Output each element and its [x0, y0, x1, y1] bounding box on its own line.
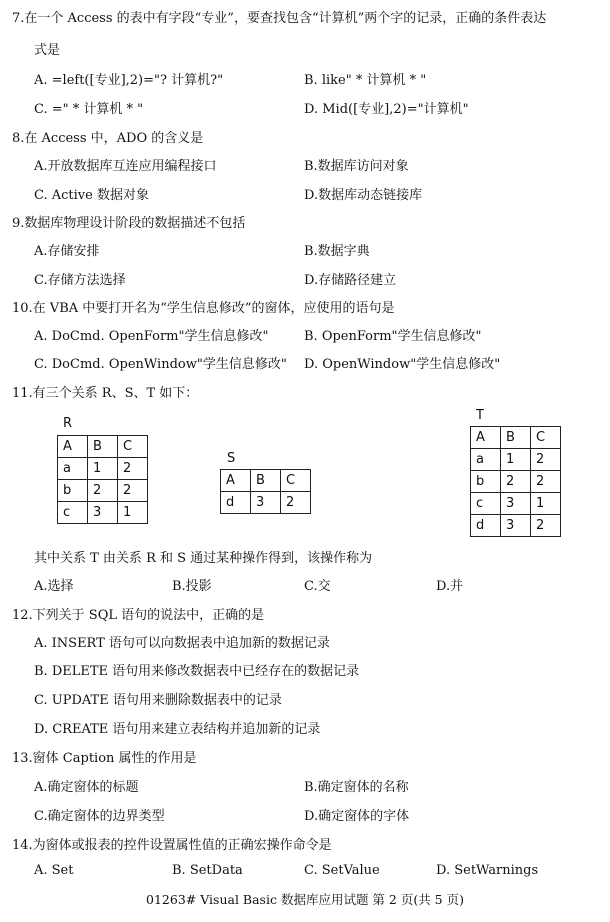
- q13-option-b: B.确定窗体的名称: [304, 780, 409, 795]
- q7-option-c: C. =" * 计算机 * ": [34, 102, 144, 117]
- table-cell: C: [531, 427, 561, 449]
- table-row: [471, 449, 561, 471]
- q8-option-c: C. Active 数据对象: [34, 188, 149, 203]
- table-cell: c: [58, 502, 88, 524]
- table-cell: 3: [501, 515, 531, 537]
- q10-option-a: A. DoCmd. OpenForm"学生信息修改": [34, 329, 269, 344]
- q10-option-c: C. DoCmd. OpenWindow"学生信息修改": [34, 357, 287, 372]
- table-row: [221, 470, 311, 492]
- q12-stem: 12.下列关于 SQL 语句的说法中，正确的是: [12, 608, 265, 623]
- table-cell: b: [471, 471, 501, 493]
- q10-stem: 10.在 VBA 中要打开名为“学生信息修改”的窗体，应使用的语句是: [12, 301, 395, 316]
- q9-stem: 9.数据库物理设计阶段的数据描述不包括: [12, 216, 246, 231]
- table-cell: c: [471, 493, 501, 515]
- q13-option-a: A.确定窗体的标题: [34, 780, 139, 795]
- table-cell: 3: [251, 492, 281, 514]
- table-cell: A: [221, 470, 251, 492]
- table-cell: a: [58, 458, 88, 480]
- q9-option-a: A.存储安排: [34, 244, 100, 259]
- relation-r-label: R: [63, 416, 73, 431]
- q9-option-d: D.存储路径建立: [304, 273, 397, 288]
- table-cell: 1: [501, 449, 531, 471]
- q13-option-c: C.确定窗体的边界类型: [34, 809, 165, 824]
- table-cell: 2: [531, 515, 561, 537]
- table-row: [471, 515, 561, 537]
- table-row: [471, 471, 561, 493]
- q7-option-a: A. =left([专业],2)="? 计算机?": [34, 73, 224, 88]
- table-cell: B: [88, 436, 118, 458]
- table-cell: 1: [531, 493, 561, 515]
- table-cell: B: [251, 470, 281, 492]
- q11-option-c: C.交: [304, 579, 331, 594]
- table-cell: d: [221, 492, 251, 514]
- q7-stem-line1: 7.在一个 Access 的表中有字段“专业”，要查找包含“计算机”两个字的记录，正确的条件表达: [12, 11, 547, 26]
- q10-option-b: B. OpenForm"学生信息修改": [304, 329, 482, 344]
- table-cell: 1: [88, 458, 118, 480]
- q14-option-a: A. Set: [34, 863, 74, 878]
- q9-option-c: C.存储方法选择: [34, 273, 126, 288]
- q8-option-d: D.数据库动态链接库: [304, 188, 423, 203]
- table-cell: 3: [88, 502, 118, 524]
- table-cell: a: [471, 449, 501, 471]
- table-cell: A: [58, 436, 88, 458]
- relation-t-label: T: [476, 408, 484, 423]
- table-cell: 3: [501, 493, 531, 515]
- table-cell: 2: [281, 492, 311, 514]
- q8-stem: 8.在 Access 中，ADO 的含义是: [12, 131, 204, 146]
- q8-option-a: A.开放数据库互连应用编程接口: [34, 159, 217, 174]
- q12-option-d: D. CREATE 语句用来建立表结构并追加新的记录: [34, 722, 321, 737]
- q14-option-b: B. SetData: [172, 863, 243, 878]
- table-row: [58, 502, 148, 524]
- q12-option-c: C. UPDATE 语句用来删除数据表中的记录: [34, 693, 282, 708]
- table-cell: 2: [531, 449, 561, 471]
- q11-option-a: A.选择: [34, 579, 74, 594]
- q13-stem: 13.窗体 Caption 属性的作用是: [12, 751, 197, 766]
- q12-option-a: A. INSERT 语句可以向数据表中追加新的数据记录: [34, 636, 330, 651]
- q13-option-d: D.确定窗体的字体: [304, 809, 410, 824]
- table-cell: 2: [88, 480, 118, 502]
- q14-stem: 14.为窗体或报表的控件设置属性值的正确宏操作命令是: [12, 838, 332, 853]
- q7-option-d: D. Mid([专业],2)="计算机": [304, 102, 469, 117]
- relation-r-table: [57, 435, 148, 524]
- q8-option-b: B.数据库访问对象: [304, 159, 409, 174]
- relation-t-table: [470, 426, 561, 537]
- table-cell: 2: [118, 458, 148, 480]
- table-cell: B: [501, 427, 531, 449]
- page-footer: 01263# Visual Basic 数据库应用试题 第 2 页(共 5 页): [146, 892, 464, 907]
- q7-stem-line2: 式是: [34, 43, 61, 58]
- q11-note: 其中关系 T 由关系 R 和 S 通过某种操作得到，该操作称为: [34, 551, 373, 566]
- q14-option-d: D. SetWarnings: [436, 863, 539, 878]
- table-row: [471, 493, 561, 515]
- table-row: [221, 492, 311, 514]
- table-cell: d: [471, 515, 501, 537]
- table-row: [58, 480, 148, 502]
- q10-option-d: D. OpenWindow"学生信息修改": [304, 357, 501, 372]
- table-cell: C: [281, 470, 311, 492]
- table-cell: C: [118, 436, 148, 458]
- q9-option-b: B.数据字典: [304, 244, 370, 259]
- q14-option-c: C. SetValue: [304, 863, 380, 878]
- table-row: [58, 458, 148, 480]
- table-cell: 2: [531, 471, 561, 493]
- table-row: [58, 436, 148, 458]
- relation-s-table: [220, 469, 311, 514]
- table-cell: 2: [118, 480, 148, 502]
- table-row: [471, 427, 561, 449]
- relation-s-label: S: [227, 451, 236, 466]
- q7-option-b: B. like" * 计算机 * ": [304, 73, 427, 88]
- table-cell: b: [58, 480, 88, 502]
- q11-option-b: B.投影: [172, 579, 212, 594]
- table-cell: 2: [501, 471, 531, 493]
- q11-stem: 11.有三个关系 R、S、T 如下：: [12, 386, 199, 401]
- table-cell: A: [471, 427, 501, 449]
- table-cell: 1: [118, 502, 148, 524]
- q11-option-d: D.并: [436, 579, 464, 594]
- q12-option-b: B. DELETE 语句用来修改数据表中已经存在的数据记录: [34, 664, 360, 679]
